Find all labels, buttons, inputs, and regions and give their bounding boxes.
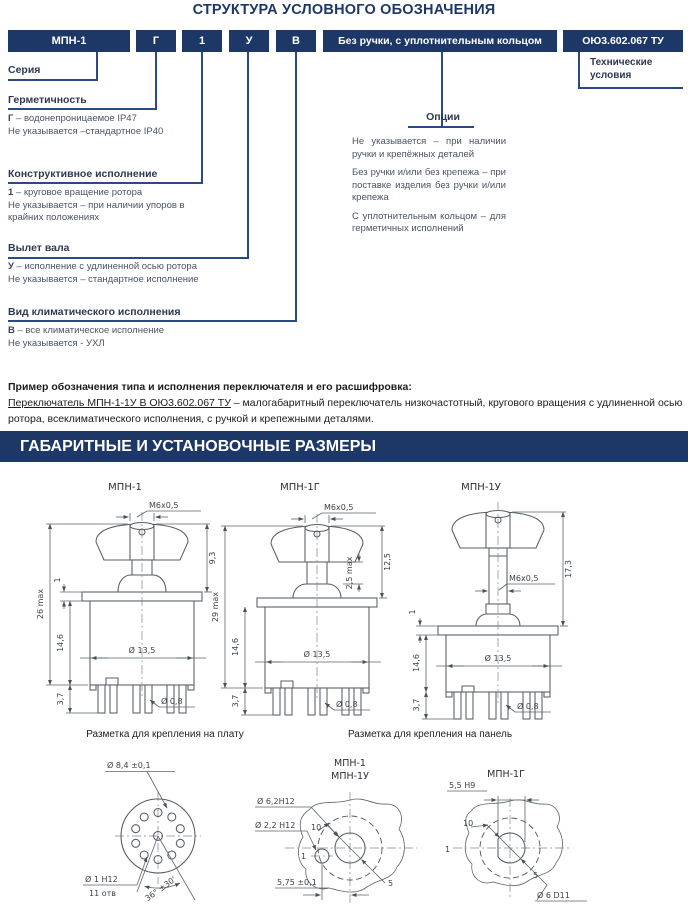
key-description: – круговое вращение ротора: [13, 187, 143, 198]
designation-box-series: МПН-1: [8, 30, 130, 52]
section-label-klimat: Вид климатического исполнения: [8, 306, 181, 318]
key-description: – водонепроницаемое IP47: [13, 113, 137, 124]
section-label-vylet-vala: Вылет вала: [8, 242, 70, 254]
drawing-mpn1g: [205, 496, 395, 728]
mount-diagram-board: [55, 758, 270, 906]
dim-body-diameter: Ø 13,5: [128, 646, 156, 655]
connector-line: [8, 257, 249, 259]
tu-line: Технические: [590, 57, 653, 68]
section-header-dimensions: ГАБАРИТНЫЕ И УСТАНОВОЧНЫЕ РАЗМЕРЫ: [0, 431, 688, 462]
dim-hole-count: 11 отв: [89, 889, 116, 898]
connector-line: [408, 126, 474, 128]
dim-pin-length: 3,7: [56, 692, 65, 706]
option-item: Не указывается – при наличии ручки и крепёжных деталей: [352, 136, 506, 160]
mount-title-line: МПН-1: [334, 758, 366, 769]
dim-body-height: 14,6: [56, 634, 65, 652]
example-designation: Переключатель МПН-1-1У В ОЮ3.602.067 ТУ: [8, 397, 231, 409]
dim-knob-height: 12,5: [383, 553, 392, 571]
dimension-labels: [255, 796, 393, 888]
position-label-10: 10: [311, 823, 322, 832]
example-block: [8, 381, 684, 427]
connector-line: [295, 52, 297, 320]
position-label-1: 1: [445, 845, 451, 854]
connector-line: [578, 52, 580, 87]
default-description: Не указывается - УХЛ: [8, 337, 105, 349]
dim-hole-diameter: Ø 6 D11: [537, 891, 570, 900]
section-label-tu: [590, 57, 682, 82]
drawing-title-mpn1g: МПН-1Г: [280, 482, 320, 493]
section-body-vylet-vala: [8, 261, 238, 286]
key-description: – все климатическое исполнение: [14, 325, 165, 336]
dim-thread: M6x0,5: [509, 574, 539, 583]
dim-total-height: 26 max: [36, 588, 45, 620]
mount-diagram-panel-b: [425, 776, 610, 908]
default-description: Не указывается – при наличии упоров в крайних положениях: [8, 199, 185, 223]
default-description: Не указывается –стандартное IP40: [8, 125, 164, 137]
designation-box-design: 1: [182, 30, 222, 52]
dim-flange: 1: [53, 577, 62, 583]
key-letter: Г: [8, 113, 14, 124]
position-label-1: 1: [301, 852, 307, 861]
key-letter: 1: [8, 187, 14, 198]
dim-big-hole: Ø 6,2H12: [257, 797, 295, 806]
section-body-konstruktiv: [8, 187, 213, 225]
example-text: [8, 396, 684, 427]
connector-line: [578, 87, 683, 89]
connector-line: [155, 52, 157, 108]
section-label-germetichnost: Герметичность: [8, 94, 87, 106]
drawing-title-mpn1u: МПН-1У: [461, 482, 501, 493]
mount-diagram-panel-a: [255, 786, 450, 910]
connector-line: [8, 182, 203, 184]
dimension-labels: [445, 781, 570, 900]
dim-knob-height: 9,3: [208, 551, 217, 565]
designation-box-options: Без ручки, с уплотнительным кольцом: [323, 30, 557, 52]
dim-pin-length: 3,7: [412, 698, 421, 712]
connector-line: [8, 79, 98, 81]
dimension-labels: [85, 760, 178, 903]
dim-pin-diameter: Ø 0,8: [517, 702, 539, 711]
dim-pin-diameter: Ø 0,8: [336, 700, 358, 709]
designation-box-climate: В: [276, 30, 316, 52]
dim-thread: M6x0,5: [324, 503, 354, 512]
option-item: Без ручки и/или без крепежа – при поставке изделия без ручки и/или крепежа: [352, 167, 506, 203]
mount-title-line: МПН-1У: [331, 771, 369, 782]
connector-line: [8, 320, 297, 322]
dim-body-height: 14,6: [231, 638, 240, 656]
dim-total-height: 29 max: [211, 591, 220, 623]
panel-blob: [465, 800, 562, 886]
drawing-mpn1u: [386, 496, 576, 728]
dimension-lines: [447, 791, 587, 901]
dim-pin-length: 3,7: [231, 694, 240, 708]
designation-box-tu: ОЮ3.602.067 ТУ: [563, 30, 683, 52]
position-label-5: 5: [533, 871, 539, 880]
dim-hole-circle-diameter: Ø 8,4 ±0,1: [107, 761, 151, 770]
dim-body-diameter: Ø 13,5: [484, 654, 512, 663]
example-heading: Пример обозначения типа и исполнения переключателя и его расшифровка:: [8, 381, 412, 393]
mount-title-panel-b: МПН-1Г: [487, 769, 525, 780]
dim-angle: 36° ±30': [143, 874, 178, 904]
key-description: – исполнение с удлиненной осью ротора: [13, 261, 197, 272]
position-label-10: 10: [463, 819, 474, 828]
section-body-germetichnost: [8, 113, 228, 138]
option-item: С уплотнительным кольцом – для герметичных исполнений: [352, 210, 506, 234]
dim-hole-width: 5,5 H9: [449, 781, 476, 790]
connector-line: [247, 52, 249, 257]
section-body-klimat: [8, 325, 238, 350]
drawing-title-mpn1: МПН-1: [108, 482, 142, 493]
caption-board-mount: Разметка для крепления на плату: [86, 729, 244, 740]
default-description: Не указывается – стандартное исполнение: [8, 273, 199, 285]
dim-thread: M6x0,5: [149, 501, 179, 510]
key-letter: У: [8, 261, 14, 272]
dim-pin-diameter: Ø 0,8: [161, 697, 183, 706]
dim-body-height: 14,6: [412, 654, 421, 672]
tu-line: условия: [590, 69, 632, 81]
dim-knob-height: 17,3: [564, 560, 573, 578]
dim-small-hole: Ø 2,2 H12: [255, 821, 296, 830]
connector-line: [96, 52, 98, 79]
example-decoding: – малогабаритный переключатель низкочастотный, кругового вращения с удлиненной осью ротора, всеклиматического исполнения, с ручкой и крепежными деталями.: [8, 397, 683, 425]
dim-shaft-gap: 2,5 max: [345, 556, 354, 590]
caption-panel-mount: Разметка для крепления на панель: [347, 729, 513, 740]
key-letter: В: [8, 325, 15, 336]
dim-flange: 1: [408, 609, 417, 615]
designation-box-seal: Г: [136, 30, 176, 52]
designation-box-shaft: У: [229, 30, 269, 52]
dim-hole-diameter: Ø 1 H12: [85, 875, 118, 884]
section-body-opcii: [352, 136, 506, 242]
page-title: СТРУКТУРА УСЛОВНОГО ОБОЗНАЧЕНИЯ: [192, 2, 496, 18]
section-label-konstruktiv: Конструктивное исполнение: [8, 168, 158, 180]
dim-offset: 5,75 ±0,1: [277, 878, 317, 887]
section-label-opcii: Опции: [426, 111, 460, 123]
position-label-5: 5: [388, 879, 394, 888]
mount-title-panel-a: [295, 757, 405, 783]
dim-body-diameter: Ø 13,5: [303, 650, 331, 659]
connector-line: [8, 108, 157, 110]
drawing-mpn1: [30, 496, 220, 728]
section-label-seriya: Серия: [8, 64, 41, 76]
